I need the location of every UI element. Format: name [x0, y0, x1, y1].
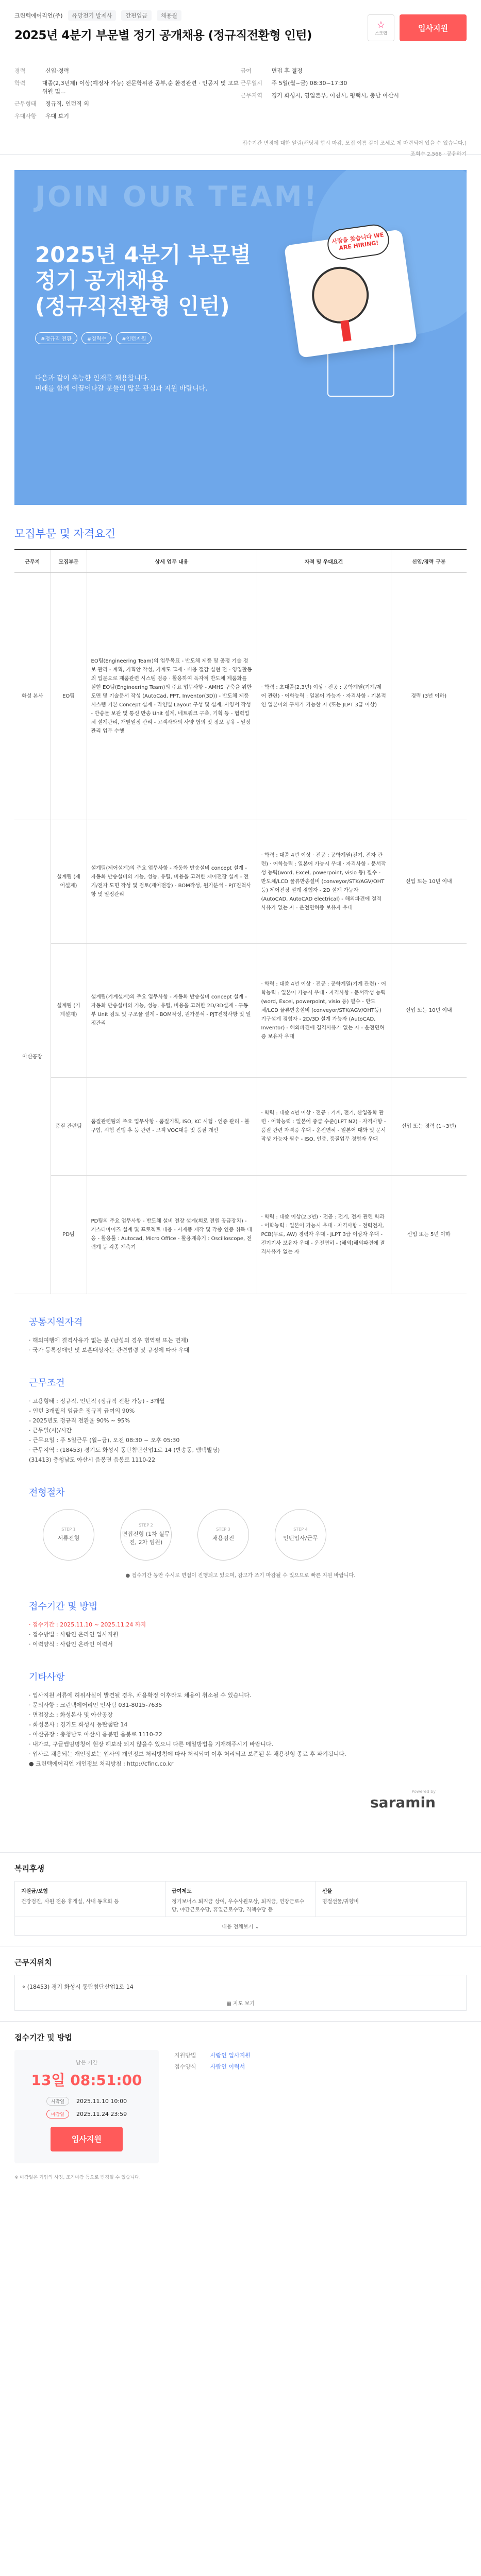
header-actions: [368, 14, 467, 41]
cell-dept: 설계팀 (기계설계): [51, 943, 87, 1077]
cell-duty: 품질관련팀의 주요 업무사항 - 품질기획, ISO, KC 시험 · 인증 관리 - 불구합, 시험 진행 후 등 관련 - 고객 VOC대응 및 품질 개선: [87, 1077, 257, 1175]
etc-list: [14, 1690, 467, 1769]
step: [118, 1509, 174, 1561]
requirements-table: [14, 549, 467, 1294]
apply-method: [174, 2050, 251, 2163]
list-item: · 고용형태 : 정규직, 인턴직 (정규직 전환 가능) - 3개월: [29, 1397, 165, 1404]
posting-header: [0, 0, 481, 155]
cell-type: 신입 또는 10년 이내: [391, 943, 467, 1077]
summary-key: 급여: [240, 67, 252, 74]
cell-qual: · 학력 : 대졸 4년 이상 · 전공 : 공학계열(전기, 전자 관련) · 어학능력 : 일본어 가능시 우대 · 자격사항 - 문서작성 능력(word, Excel, powerpoint, visio 등) 필수 - 반도체/LCD 물류반송설비 (conveyor/STK/AGV/OHT등) 제어전장 설계 경험자 - 2D 설계 가능자 (AutoCAD, AutoCAD electrical) - 해외파견에 결격사유가 없는 자 - 운전면허증 보유자 우대: [257, 820, 391, 943]
section-title-conditions: 근무조건: [29, 1377, 65, 1388]
welfare-value: 명절선물/귀향비: [322, 1899, 359, 1905]
banner-desc-line: 다음과 같이 유능한 인재를 채용합니다.: [35, 375, 150, 382]
table-row: [14, 1077, 467, 1175]
summary-info: [14, 66, 467, 124]
list-item: · 이력양식 : 사람인 온라인 이력서: [29, 1640, 113, 1648]
banner-title-line: (정규직전환형 인턴): [35, 294, 230, 319]
welfare-key: 지원금/보험: [21, 1888, 48, 1894]
list-item: · 국가 등록장애인 및 보훈대상자는 관련법령 및 규정에 따라 우대: [29, 1346, 190, 1353]
chevron-down-icon: ⌄: [255, 1924, 259, 1930]
dday-box: [14, 2050, 159, 2163]
list-item: · 문의사항 : 크린텍에어리언 인사팀 031-8015-7635: [29, 1701, 162, 1708]
apply-button-bottom[interactable]: 입사지원: [51, 2127, 123, 2151]
section-title-process: 전형절차: [29, 1487, 65, 1498]
cell-type: 신입 또는 5년 이하: [391, 1175, 467, 1294]
end-date: 2025.11.24 23:59: [76, 2110, 127, 2117]
cell-qual: · 학력 : 대졸 4년 이상 · 전공 : 공학계열(기계 관련) · 어학능력 : 일본어 가능시 우대 · 자격사항 - 문서작성 능력(word, Excel, powerpoint, visio 등) 필수 - 반도체/LCD 물류반송설비 (conveyor/STK/AGV/OHT등) 기구설계 경험자 - 2D/3D 설계 가능자 (AutoCAD, Inventor) - 해외파견에 결격사유가 없는 자 - 운전면허증 보유자 우대: [257, 943, 391, 1077]
welfare-title: 복리후생: [14, 1863, 44, 1873]
form-key: 접수양식: [174, 2063, 196, 2070]
cell-site: 화성 본사: [14, 572, 51, 820]
welfare-col: [316, 1882, 466, 1917]
summary-value: 대졸(2,3년제) 이상(예정자 가능) 전문학위관 공부,순 환경관련 · 인공지 및 고보 위원 및...: [42, 80, 239, 95]
process-steps: [14, 1509, 467, 1561]
section-title-etc: 기타사항: [29, 1671, 65, 1683]
step-label: 서류전형: [57, 1535, 80, 1541]
star-icon: ☆: [376, 20, 386, 30]
list-item: · 면접장소 : 화성본사 및 아산공장: [29, 1711, 113, 1718]
banner-desc: [35, 374, 207, 394]
table-header: 모집부문: [51, 550, 87, 572]
scrap-button[interactable]: [368, 14, 394, 41]
step-label: 인턴입사/근무: [283, 1535, 318, 1541]
summary-right: [241, 66, 467, 124]
list-item: - 화성본사 : 경기도 화성시 동탄첨단 14: [29, 1721, 128, 1728]
summary-value: 경기 화성시, 영업본부, 이천시, 평택시, 충남 아산시: [271, 92, 399, 99]
list-item: - 근무요일 : 주 5일근무 (월~금), 오전 08:30 ~ 오후 05:30: [29, 1436, 180, 1444]
hero-banner: [14, 170, 467, 505]
summary-value: 정규직, 인턴직 외: [45, 100, 89, 107]
dday-counter: 13일 08:51:00: [31, 2071, 142, 2089]
cell-duty: 설계팀(기계설계)의 주요 업무사항 - 자동화 반송설비 concept 설계 - 자동화 반송설비의 기능, 성능, 유틸, 비용을 고려한 2D/3D설계 - 구동부 Unit 검토 및 구조물 설계 - BOM작성, 원가분석 - PJT진척사항 및 일정관리: [87, 943, 257, 1077]
welfare-col: [165, 1882, 316, 1917]
location-title: 근무지위치: [14, 1957, 52, 1967]
summary-key: 근무형태: [14, 100, 37, 107]
cell-dept: EO팀: [51, 572, 87, 820]
company-name[interactable]: 크린텍에어리언(주): [14, 12, 63, 19]
views-share[interactable]: 조회수 2,566 · 공유하기: [410, 151, 467, 157]
welfare-value: 건강검진, 사원 전용 휴게실, 사내 동호회 등: [21, 1899, 119, 1905]
list-item: · 해외여행에 결격사유가 없는 분 (남성의 경우 병역필 또는 면제): [29, 1336, 189, 1344]
list-item: · 근무지역 : (18453) 경기도 화성시 동탄첨단산업1로 14 (반송동, 엠텍빌딩): [29, 1446, 220, 1453]
cell-dept: PD팀: [51, 1175, 87, 1294]
table-row: [14, 572, 467, 820]
period-title: 접수기간 및 방법: [14, 2032, 72, 2042]
conditions-list: [14, 1396, 467, 1465]
location-address: (18453) 경기 화성시 동탄첨단산업1로 14: [27, 1983, 134, 1990]
chip: #인턴지원: [116, 332, 152, 344]
step-num: STEP 2: [139, 1523, 153, 1528]
summary-value[interactable]: 우대 보기: [45, 113, 70, 120]
apply-button[interactable]: 입사지원: [400, 14, 467, 41]
step-num: STEP 3: [216, 1527, 230, 1532]
cell-type: 경력 (3년 이하): [391, 572, 467, 820]
welfare-more-button[interactable]: [14, 1917, 467, 1936]
banner-bg-text: JOIN OUR TEAM!: [35, 180, 319, 213]
period-list: [14, 1620, 467, 1649]
map-button[interactable]: [22, 1999, 459, 2007]
cell-duty: EO팀(Engineering Team)의 업무목표 - 반도체 제품 및 공정 기술 정보 관리 - 계획, 기획안 작성, 기계도 교재 · 비용 절감 실현 전 - 영업활동의 입문으로 제품관련 시스템 검증 · 활용하여 독자적 반도체 제품화를 실현 EO팀(Engineering Team)의 주요 업무사항 - AMHS 구축을 위한 도면 및 기술문서 작성 (AutoCad, PPT, Inventor(3D)) - 반도체 제품 시스템 기본 Concept 설계 - 라인별 Layout 구성 및 설계, 사양서 작성 - 반송물 보관 및 통신 반송 Unit 설계, 네트워크 구축, 기획 등 - 협력업체 설계관리, 개발일정 관리 - 고객사와의 사양 협의 및 정보 공유 - 일정 관리 업무 수행: [87, 572, 257, 820]
page-title: 2025년 4분기 부문별 정기 공개채용 (정규직전환형 인턴): [14, 29, 312, 42]
cell-type: 신입 또는 경력 (1~3년): [391, 1077, 467, 1175]
table-header: 상세 업무 내용: [87, 550, 257, 572]
method-key: 지원방법: [174, 2052, 196, 2059]
start-pill: 시작일: [46, 2097, 69, 2106]
remain-label: 남은 기간: [76, 2060, 97, 2066]
banner-chips: [35, 332, 152, 344]
location-section: [0, 1946, 481, 2021]
more-label: 내용 전체보기: [222, 1924, 254, 1930]
banner-title: [35, 242, 251, 319]
method-value: 사람인 입사지원: [210, 2052, 251, 2059]
start-date: 2025.11.10 10:00: [76, 2097, 127, 2105]
table-header: 신입/경력 구분: [391, 550, 467, 572]
welfare-key: 급여제도: [172, 1888, 192, 1894]
brand-label: saramin: [370, 1793, 436, 1811]
step: [40, 1509, 97, 1561]
process-note: ● 접수기간 동안 수시로 면접이 진행되고 있으며, 감고가 조기 마감될 수 있으므로 빠른 지원 바랍니다.: [125, 1572, 356, 1579]
summary-left: [14, 66, 241, 124]
summary-value: 주 5일(월~금) 08:30~17:30: [271, 80, 347, 87]
step: [272, 1509, 329, 1561]
privacy-link[interactable]: ● 크린텍에어리언 개인정보 처리방침 : http://cfinc.co.kr: [29, 1760, 174, 1767]
section-title-common: 공통지원자격: [29, 1316, 83, 1328]
form-value: 사람인 이력서: [210, 2063, 245, 2070]
list-item: (31413) 충청남도 아산시 음봉면 음봉로 1110-22: [29, 1456, 156, 1463]
welfare-value: 정기보너스 퇴직금 상여, 우수사원포상, 퇴직금, 연장근로수당, 야간근로수당, 휴일근로수당, 직책수당 등: [172, 1899, 305, 1913]
cell-duty: PD팀의 주요 업무사항 - 반도체 설비 전장 설계(회로 전원 공급장치) - 커스터마이즈 설계 및 프로젝트 대응 - 시제품 제작 및 각종 인증 취득 대응 - 활용툴 : Autocad, Micro Office - 활용계측기 : Oscilloscope, 전력계 등 각종 계측기: [87, 1175, 257, 1294]
table-header: 자격 및 우대요건: [257, 550, 391, 572]
summary-key: 우대사항: [14, 113, 37, 120]
notice: 접수기간 변경에 대한 알림(해당체 합시 마감, 모집 이름 같이 조세로 제 마련되어 있을 수 있습니다.): [242, 141, 467, 146]
map-icon: ▦: [226, 2001, 231, 2007]
chip: #경력수: [81, 332, 112, 344]
list-item: - 아산공장 : 충청남도 아산시 음봉면 음봉로 1110-22: [29, 1731, 162, 1738]
summary-key: 근무일시: [240, 80, 263, 87]
cell-qual: · 학력 : 초대졸(2,3년) 이상 · 전공 : 공학계열(기계/제어 관련) · 어학능력 : 일본어 가능자 · 자격사항 - 기본적인 일본어의 구사가 가능한 자 (또는 JLPT 3급 이상): [257, 572, 391, 820]
section-title-period: 접수기간 및 방법: [29, 1601, 98, 1612]
end-pill: 마감일: [46, 2110, 69, 2119]
step-num: STEP 4: [293, 1527, 308, 1532]
cell-duty: 설계팀(제어설계)의 주요 업무사항 - 자동화 반송설비 concept 설계 - 자동화 반송설비의 기능, 성능, 유틸, 비용을 고려한 제어전장 설계 - 전기/전자 도면 작성 및 검토(제어전장) - BOM작성, 원가분석 - PJT진척사항 및 일정관리: [87, 820, 257, 943]
scrap-label: 스크랩: [375, 31, 387, 36]
person-icon: [308, 263, 372, 327]
footer-note: ※ 마감일은 기업의 사정, 조기마감 등으로 변경될 수 있습니다.: [14, 2175, 141, 2180]
cell-qual: · 학력 : 대졸 이상(2,3년) · 전공 : 전기, 전자 관련 학과 · 어학능력 : 일본어 가능시 우대 · 자격사항 - 전력전자, PCB(무료, AW) 경력자 우대 - JLPT 3급 이상자 우대 - 전기기사 보유자 우대 - 운전면허 - (해외)해외파견에 결격사유가 없는 자: [257, 1175, 391, 1294]
step-label: 면접전형 (1차 실무진, 2차 임원): [122, 1531, 170, 1546]
list-item: · 입사지원 서류에 허위사실이 발견될 경우, 채용확정 이후라도 채용이 취소될 수 있습니다.: [29, 1691, 252, 1699]
table-header: 근무지: [14, 550, 51, 572]
table-row: [14, 820, 467, 943]
step-label: 채용검진: [212, 1535, 235, 1541]
welfare-grid: [14, 1881, 467, 1917]
step-num: STEP 1: [61, 1527, 76, 1532]
cell-site: 아산공장: [14, 820, 51, 1294]
banner-title-line: 정기 공개채용: [35, 268, 169, 293]
banner-desc-line: 미래를 함께 이끌어나갈 분들의 많은 관심과 지원 바랍니다.: [35, 385, 208, 393]
requirements-section: [14, 549, 467, 1811]
summary-value: 면접 후 결정: [271, 67, 303, 74]
location-box: [14, 1975, 467, 2011]
tag-1: 간편입금: [121, 10, 152, 21]
period-body: [14, 2050, 467, 2163]
welfare-col: [15, 1882, 165, 1917]
period-section: [0, 2021, 481, 2191]
banner-title-line: 2025년 4분기 부문별: [35, 242, 251, 267]
summary-key: 경력: [14, 67, 26, 74]
table-row: [14, 943, 467, 1077]
table-row: [14, 1175, 467, 1294]
tag-2: 채용월: [157, 10, 181, 21]
cell-type: 신입 또는 10년 이내: [391, 820, 467, 943]
list-item: · 내가보, 구글맵밈명칭이 현장 헤보작 되지 않을수 있으니 다른 메일방법을 기재해주시기 바랍니다.: [29, 1740, 273, 1748]
summary-key: 학력: [14, 80, 26, 87]
map-label: 지도 보기: [233, 2001, 255, 2007]
list-item: · 근무일(시)/시간: [29, 1427, 72, 1434]
chip: #정규직 전환: [35, 332, 77, 344]
list-item: - 인턴 3개월의 임금은 정규직 급여의 90%: [29, 1407, 135, 1414]
step: [195, 1509, 252, 1561]
tie-icon: [340, 320, 351, 342]
list-item: - 2025년도 정규직 전환율 90% ~ 95%: [29, 1417, 130, 1424]
list-item: · 접수방법 : 사람인 온라인 입사지원: [29, 1631, 119, 1638]
summary-key: 근무지역: [240, 92, 263, 99]
saramin-logo: [14, 1789, 436, 1811]
section-title-requirements: 모집부문 및 자격요건: [14, 528, 115, 540]
common-qual-list: [14, 1335, 467, 1355]
pin-icon: ⌖: [22, 1983, 26, 1990]
cell-dept: 품질 관련팀: [51, 1077, 87, 1175]
hiring-bubble: 사람을 찾습니다 WE ARE HIRING!: [325, 223, 391, 262]
welfare-key: 선물: [322, 1888, 333, 1894]
list-item: · 입사로 채용되는 개인정보는 입사의 개인정보 처리방침에 따라 처리되며 이후 처리되고 보존된 본 채용전형 종료 후 파기됩니다.: [29, 1750, 346, 1757]
cell-dept: 설계팀 (제어설계): [51, 820, 87, 943]
summary-value: 신입·경력: [45, 67, 70, 74]
tag-0: 유망전기 발제사: [68, 10, 117, 21]
welfare-section: [0, 1852, 481, 1946]
list-item: · 접수기간 : 2025.11.10 ~ 2025.11.24 까지: [29, 1621, 146, 1628]
powered-label: Powered by: [411, 1789, 436, 1794]
cell-qual: · 학력 : 대졸 4년 이상 · 전공 : 기계, 전기, 산업공학 관련 · 어학능력 : 일본어 중급 수준(JLPT N2) · 자격사항 - 품질 관련 자격증 우대 - 운전면허 - 일본어 대화 및 문서작성 가능자 필수 - ISO, 인증, 품질업무 경험자 우대: [257, 1077, 391, 1175]
